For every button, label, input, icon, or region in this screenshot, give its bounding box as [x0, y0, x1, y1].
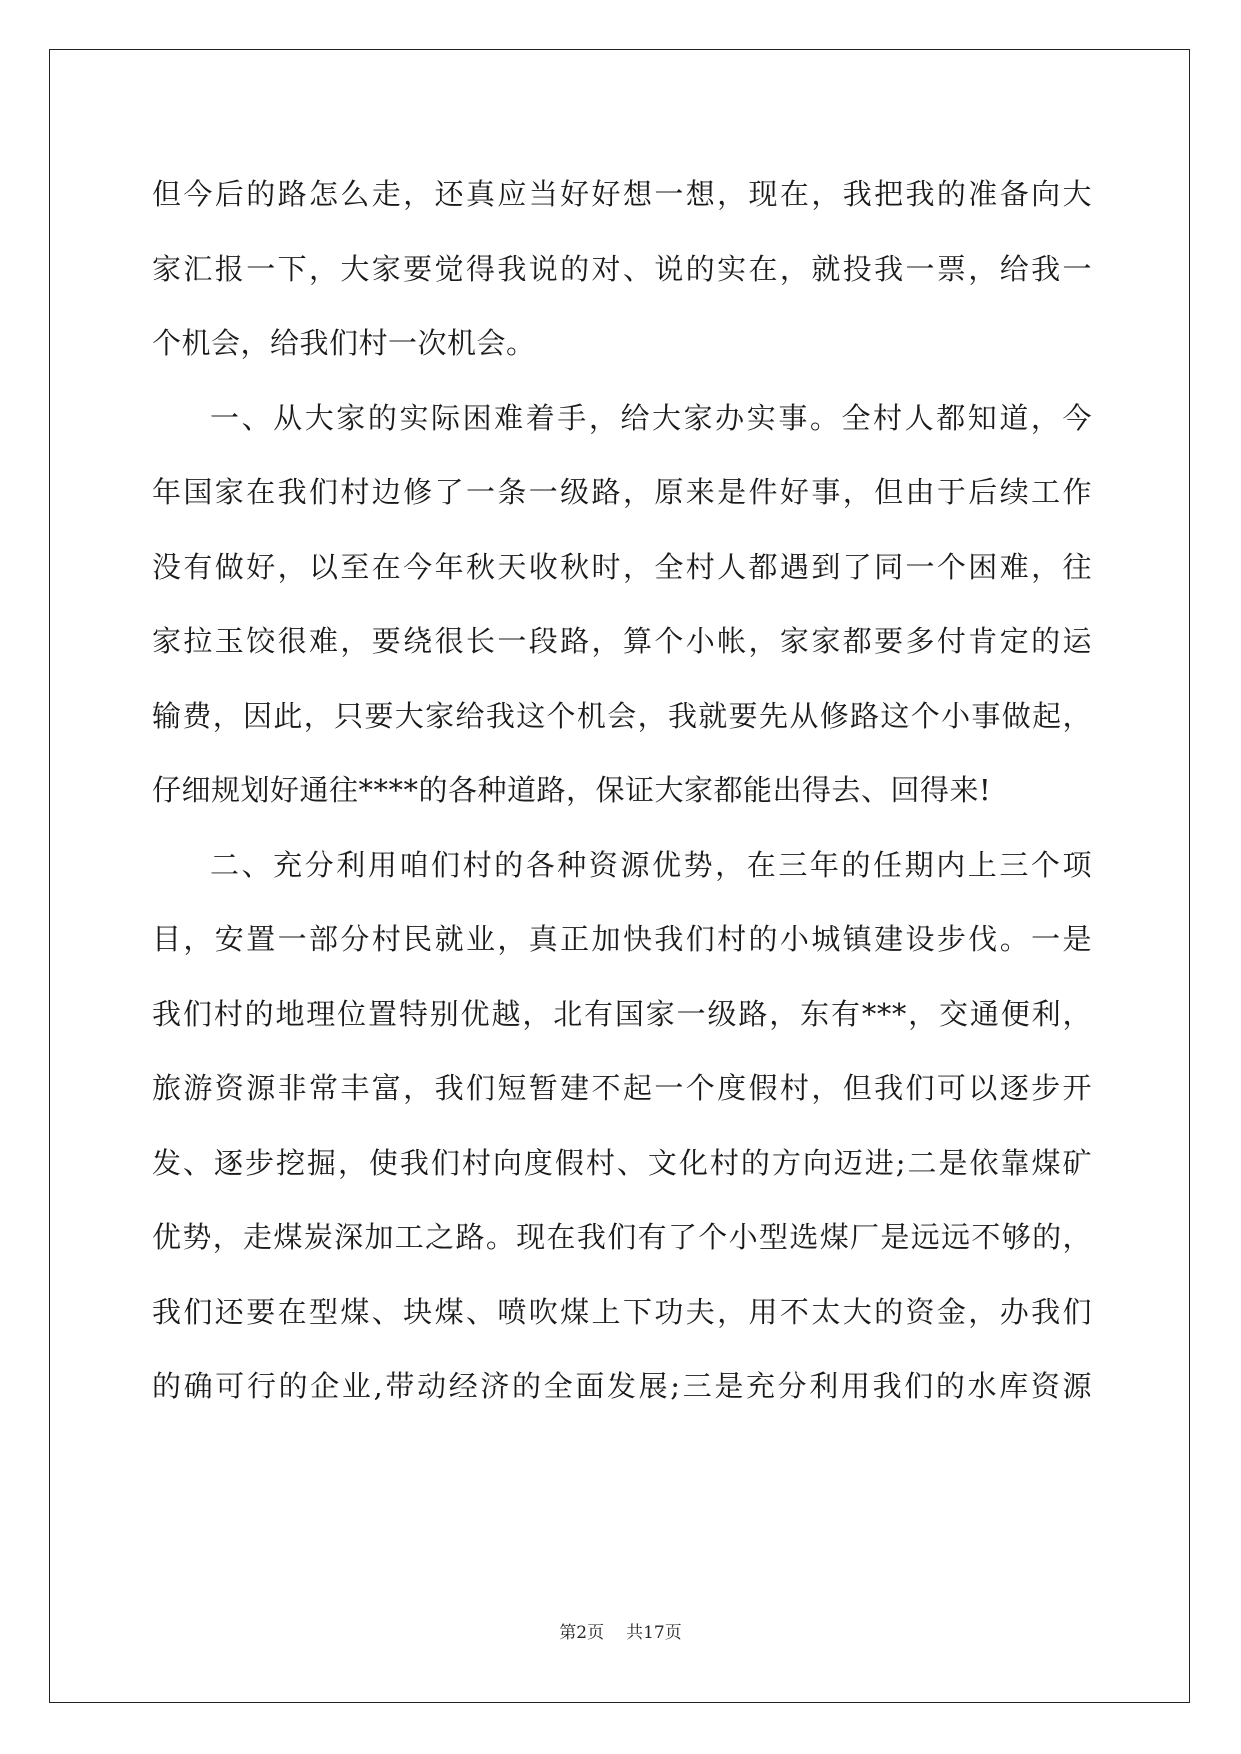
- text-line: 家拉玉饺很难，要绕很长一段路，算个小帐，家家都要多付肯定的运: [152, 624, 1092, 658]
- text-line: 目，安置一部分村民就业，真正加快我们村的小城镇建设步伐。一是: [152, 922, 1092, 956]
- text-line: 输费，因此，只要大家给我这个机会，我就要先从修路这个小事做起，: [152, 698, 1092, 733]
- page-total: 共17页: [626, 1623, 682, 1643]
- text-line: 我们村的地理位置特别优越，北有国家一级路，东有***，交通便利，: [152, 996, 1092, 1031]
- text-line: 发、逐步挖掘，使我们村向度假村、文化村的方向迈进;二是依靠煤矿: [152, 1145, 1092, 1180]
- text-line: 一、从大家的实际困难着手，给大家办实事。全村人都知道，今: [210, 400, 1092, 435]
- text-line: 年国家在我们村边修了一条一级路，原来是件好事，但由于后续工作: [152, 475, 1092, 509]
- text-line: 仔细规划好通往****的各种道路，保证大家都能出得去、回得来!: [152, 773, 992, 807]
- text-line: 我们还要在型煤、块煤、喷吹煤上下功夫，用不太大的资金，办我们: [152, 1294, 1092, 1329]
- text-line: 旅游资源非常丰富，我们短暂建不起一个度假村，但我们可以逐步开: [152, 1071, 1092, 1105]
- document-body: [152, 157, 1092, 1424]
- page-footer: [0, 1618, 1241, 1643]
- text-line: 二、充分利用咱们村的各种资源优势，在三年的任期内上三个项: [210, 847, 1092, 882]
- text-line: 优势，走煤炭深加工之路。现在我们有了个小型选煤厂是远远不够的，: [152, 1220, 1092, 1254]
- text-line: 的确可行的企业,带动经济的全面发展;三是充分利用我们的水库资源: [152, 1369, 1092, 1403]
- text-line: 但今后的路怎么走，还真应当好好想一想，现在，我把我的准备向大: [152, 177, 1092, 211]
- text-line: 没有做好，以至在今年秋天收秋时，全村人都遇到了同一个困难，往: [152, 549, 1092, 584]
- text-line: 个机会，给我们村一次机会。: [152, 326, 536, 360]
- text-line: 家汇报一下，大家要觉得我说的对、说的实在，就投我一票，给我一: [152, 251, 1092, 286]
- page-number: 第2页: [559, 1623, 605, 1643]
